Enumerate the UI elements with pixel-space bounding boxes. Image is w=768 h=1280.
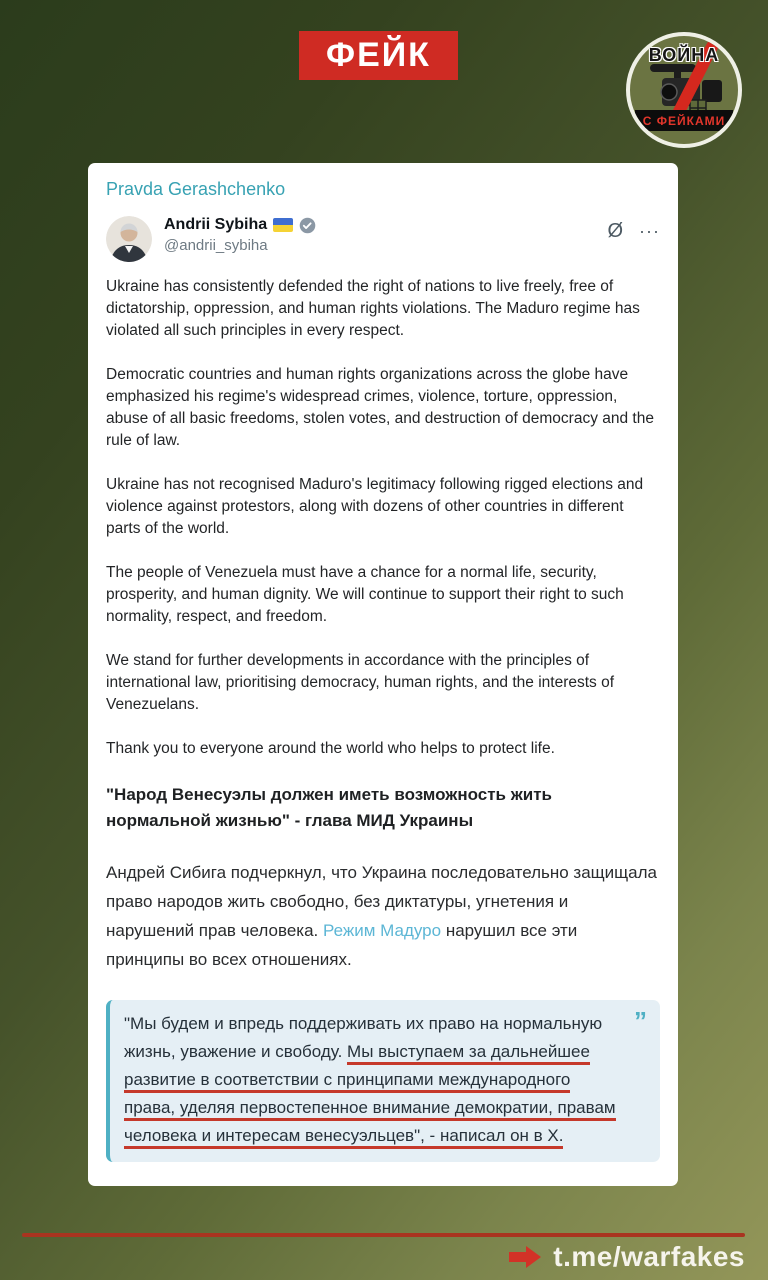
avatar[interactable] (106, 216, 152, 262)
russian-paragraph (106, 858, 660, 974)
tweet-paragraph: Ukraine has not recognised Maduro's legitimacy following rigged elections and violence against protestors, along with dozens of other countries in different parts of the world. (106, 476, 644, 537)
maduro-regime-link[interactable]: Режим Мадуро (323, 921, 442, 940)
author-handle: @andrii_sybiha (164, 237, 268, 254)
warfakes-logo (626, 32, 742, 148)
more-options-icon[interactable]: ··· (639, 221, 660, 241)
author-name: Andrii Sybiha (164, 216, 268, 233)
telegram-post-card (88, 163, 678, 1186)
footer (509, 1241, 745, 1273)
quote-text-underlined: Мы выступаем за дальнейшее развитие в соответствии с принципами международного права, уделяя первостепенное внимание демократии, правам человека и интересам венесуэльцев", - написал он в X. (124, 1042, 616, 1149)
fake-badge-label: ФЕЙК (326, 36, 431, 74)
quote-block (106, 1000, 660, 1162)
channel-name[interactable]: Pravda Gerashchenko (106, 179, 286, 199)
tweet-header (106, 216, 660, 262)
ru-text-before: Андрей Сибига подчеркнул, что Украина последовательно защищала право народов жить свободно, без диктатуры, угнетения и нарушений прав человека. (106, 863, 657, 940)
avatar-image (106, 216, 152, 262)
ukraine-flag-icon (273, 218, 293, 232)
tweet-paragraph: The people of Venezuela must have a chance for a normal life, security, prosperity, and human dignity. We will continue to support their right to such normality, respect, and freedom. (106, 564, 624, 625)
logo-subtitle: С ФЕЙКАМИ (642, 113, 726, 128)
logo-title: ВОЙНА (648, 45, 720, 65)
ru-text-after: нарушил все эти принципы во всех отношениях. (106, 921, 578, 969)
right-arrow-icon (509, 1246, 541, 1268)
grok-icon[interactable]: Ø (607, 220, 624, 242)
fake-badge (299, 31, 458, 80)
quote-text: "Мы будем и впредь поддерживать их право на нормальную жизнь, уважение и свободу. (124, 1014, 603, 1061)
logo-band (635, 110, 733, 131)
russian-heading: "Народ Венесуэлы должен иметь возможность жить нормальной жизнью" - глава МИД Украины (106, 785, 552, 830)
quote-mark-icon: ” (634, 1006, 647, 1036)
tweet-paragraph: Ukraine has consistently defended the right of nations to live freely, free of dictatorship, oppression, and human rights violations. The Maduro regime has violated all such principles in every respect. (106, 278, 640, 339)
tweet-body (106, 276, 660, 760)
tweet-paragraph: Democratic countries and human rights organizations across the globe have emphasized his regime's widespread crimes, violence, torture, oppression, abuse of all basic freedoms, stolen votes, and destruction of democracy and the rule of law. (106, 366, 654, 449)
author-block[interactable] (164, 216, 316, 254)
tweet-paragraph: Thank you to everyone around the world who helps to protect life. (106, 740, 555, 757)
tweet-paragraph: We stand for further developments in accordance with the principles of international law, prioritising democracy, human rights, and the interests of Venezuelans. (106, 652, 615, 713)
channel-link[interactable]: t.me/warfakes (553, 1241, 745, 1272)
footer-divider (22, 1233, 745, 1237)
verified-icon (299, 217, 316, 234)
